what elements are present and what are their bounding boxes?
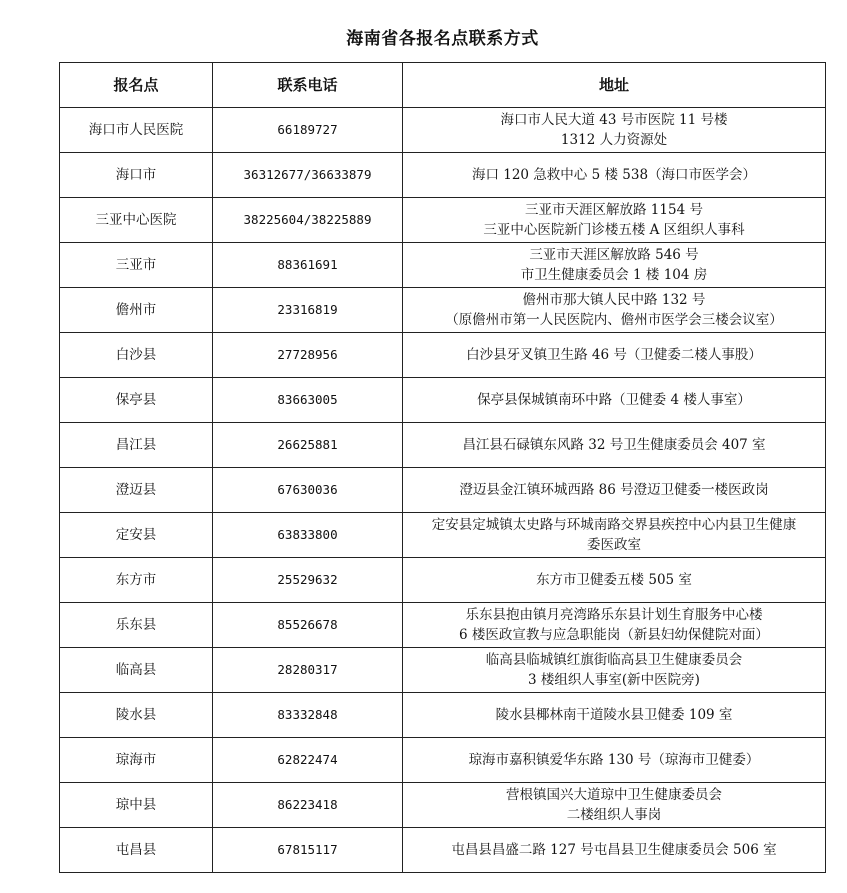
address-line: 定安县定城镇太史路与环城南路交界县疾控中心内县卫生健康	[431, 517, 797, 533]
address-cell	[403, 288, 826, 333]
address-cell	[403, 738, 826, 783]
address-cell	[403, 828, 826, 873]
page-title: 海南省各报名点联系方式	[346, 29, 539, 49]
address-cell	[403, 648, 826, 693]
contacts-table	[59, 62, 826, 873]
table-body	[60, 108, 826, 873]
address-line: 澄迈县金江镇环城西路 86 号澄迈卫健委一楼医政岗	[459, 482, 769, 498]
header-address: 地址	[403, 63, 826, 108]
address-line: 陵水县椰林南干道陵水县卫健委 109 室	[495, 707, 733, 723]
address-line: 保亭县保城镇南环中路（卫健委 4 楼人事室）	[477, 392, 751, 408]
table-header-row	[60, 63, 826, 108]
site-cell: 澄迈县	[60, 468, 213, 513]
table-row	[60, 153, 826, 198]
table-row	[60, 603, 826, 648]
phone-cell: 85526678	[213, 603, 403, 648]
site-cell: 白沙县	[60, 333, 213, 378]
phone-cell: 88361691	[213, 243, 403, 288]
site-cell: 三亚市	[60, 243, 213, 288]
site-cell: 临高县	[60, 648, 213, 693]
site-cell: 陵水县	[60, 693, 213, 738]
address-line: 儋州市那大镇人民中路 132 号	[522, 292, 706, 308]
address-line: 3 楼组织人事室(新中医院旁)	[528, 672, 700, 688]
table-row	[60, 513, 826, 558]
address-cell	[403, 423, 826, 468]
table-row	[60, 558, 826, 603]
header-site: 报名点	[60, 63, 213, 108]
address-cell	[403, 468, 826, 513]
address-line: 委医政室	[587, 537, 641, 553]
site-cell: 儋州市	[60, 288, 213, 333]
table-row	[60, 468, 826, 513]
site-cell: 琼海市	[60, 738, 213, 783]
address-cell	[403, 558, 826, 603]
address-line: 营根镇国兴大道琼中卫生健康委员会	[506, 787, 722, 803]
address-line: 三亚中心医院新门诊楼五楼 A 区组织人事科	[483, 222, 745, 238]
site-cell: 定安县	[60, 513, 213, 558]
table-row	[60, 693, 826, 738]
phone-cell: 36312677/36633879	[213, 153, 403, 198]
phone-cell: 86223418	[213, 783, 403, 828]
table-row	[60, 198, 826, 243]
address-line: 市卫生健康委员会 1 楼 104 房	[520, 267, 708, 283]
address-line: 东方市卫健委五楼 505 室	[536, 572, 692, 588]
address-cell	[403, 603, 826, 648]
table-row	[60, 378, 826, 423]
site-cell: 乐东县	[60, 603, 213, 648]
address-cell	[403, 198, 826, 243]
table-row	[60, 288, 826, 333]
address-line: 三亚市天涯区解放路 546 号	[529, 247, 699, 263]
address-line: 二楼组织人事岗	[566, 807, 662, 823]
address-line: 三亚市天涯区解放路 1154 号	[525, 202, 703, 218]
table-row	[60, 333, 826, 378]
address-cell	[403, 513, 826, 558]
address-line: 海口市人民大道 43 号市医院 11 号楼	[500, 112, 728, 128]
site-cell: 昌江县	[60, 423, 213, 468]
phone-cell: 83332848	[213, 693, 403, 738]
address-line: 6 楼医政宣教与应急职能岗（新县妇幼保健院对面）	[459, 627, 769, 643]
phone-cell: 23316819	[213, 288, 403, 333]
phone-cell: 26625881	[213, 423, 403, 468]
site-cell: 海口市	[60, 153, 213, 198]
phone-cell: 38225604/38225889	[213, 198, 403, 243]
phone-cell: 28280317	[213, 648, 403, 693]
site-cell: 海口市人民医院	[60, 108, 213, 153]
header-phone: 联系电话	[213, 63, 403, 108]
address-line: （原儋州市第一人民医院内、儋州市医学会三楼会议室）	[445, 312, 783, 328]
address-line: 屯昌县昌盛二路 127 号屯昌县卫生健康委员会 506 室	[451, 842, 777, 858]
site-cell: 屯昌县	[60, 828, 213, 873]
address-cell	[403, 153, 826, 198]
phone-cell: 67815117	[213, 828, 403, 873]
site-cell: 保亭县	[60, 378, 213, 423]
phone-cell: 25529632	[213, 558, 403, 603]
table-row	[60, 738, 826, 783]
phone-cell: 27728956	[213, 333, 403, 378]
address-line: 海口 120 急救中心 5 楼 538（海口市医学会）	[471, 167, 757, 183]
address-line: 昌江县石碌镇东风路 32 号卫生健康委员会 407 室	[462, 437, 766, 453]
phone-cell: 63833800	[213, 513, 403, 558]
phone-cell: 67630036	[213, 468, 403, 513]
table-row	[60, 243, 826, 288]
site-cell: 琼中县	[60, 783, 213, 828]
address-cell	[403, 693, 826, 738]
site-cell: 三亚中心医院	[60, 198, 213, 243]
address-line: 乐东县抱由镇月亮湾路乐东县计划生育服务中心楼	[465, 607, 763, 623]
address-cell	[403, 243, 826, 288]
address-cell	[403, 378, 826, 423]
address-cell	[403, 108, 826, 153]
table-row	[60, 648, 826, 693]
phone-cell: 62822474	[213, 738, 403, 783]
table-row	[60, 828, 826, 873]
site-cell: 东方市	[60, 558, 213, 603]
address-line: 临高县临城镇红旗街临高县卫生健康委员会	[485, 652, 743, 668]
phone-cell: 83663005	[213, 378, 403, 423]
address-line: 1312 人力资源处	[560, 132, 668, 148]
address-cell	[403, 333, 826, 378]
table-row	[60, 423, 826, 468]
address-cell	[403, 783, 826, 828]
table-row	[60, 783, 826, 828]
address-line: 白沙县牙叉镇卫生路 46 号（卫健委二楼人事股）	[466, 347, 762, 363]
table-row	[60, 108, 826, 153]
phone-cell: 66189727	[213, 108, 403, 153]
address-line: 琼海市嘉积镇爱华东路 130 号（琼海市卫健委）	[468, 752, 760, 768]
